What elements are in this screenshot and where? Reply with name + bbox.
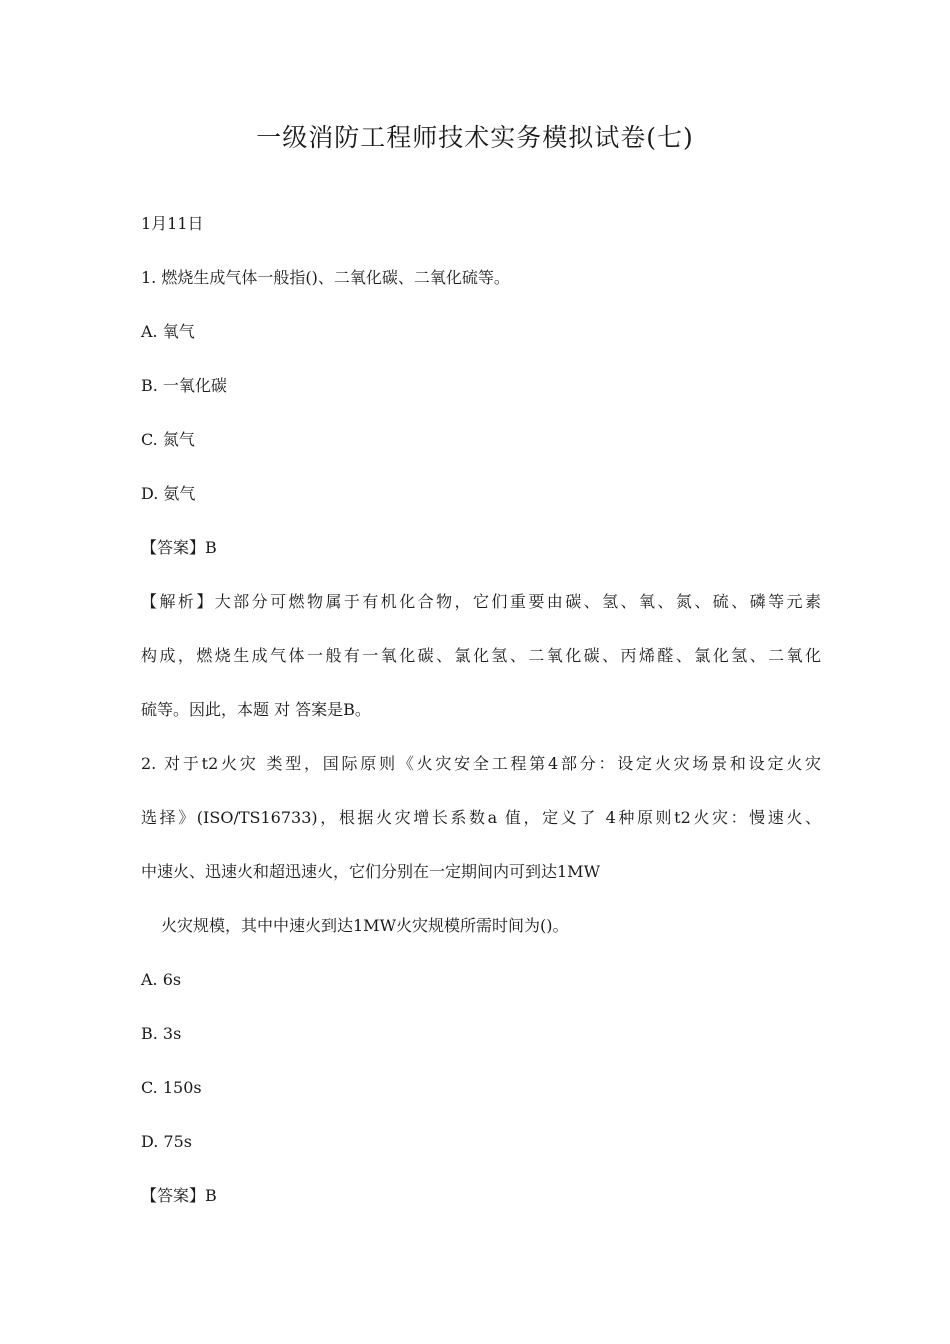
- question-2-text-line-4: 火灾规模，其中中速火到达1MW火灾规模所需时间为()。: [161, 916, 569, 935]
- question-2-text-line-2: 选择》(ISO/TS16733)，根据火灾增长系数a 值，定义了 4种原则t2火灾：慢速火、: [141, 808, 821, 827]
- question-1-option-a: A. 氧气: [141, 322, 195, 341]
- question-2-option-d: D. 75s: [141, 1132, 192, 1151]
- question-1-option-c: C. 氮气: [141, 430, 195, 449]
- question-1-text: 1. 燃烧生成气体一般指()、二氧化碳、二氧化硫等。: [141, 268, 510, 287]
- question-2-text-line-1: 2. 对于t2火灾 类型，国际原则《火灾安全工程第4部分：设定火灾场景和设定火灾: [141, 754, 821, 773]
- question-2-option-a: A. 6s: [141, 970, 182, 989]
- question-1-option-d: D. 氨气: [141, 484, 196, 503]
- page-title: 一级消防工程师技术实务模拟试卷(七): [256, 123, 694, 152]
- question-1-analysis-line-3: 硫等。因此，本题 对 答案是B。: [141, 700, 371, 719]
- question-1-analysis-line-2: 构成，燃烧生成气体一般有一氧化碳、氯化氢、二氧化碳、丙烯醛、氯化氢、二氧化: [141, 646, 821, 665]
- document-body: [141, 210, 821, 1236]
- question-1-option-b: B. 一氧化碳: [141, 376, 227, 395]
- question-2-option-c: C. 150s: [141, 1078, 202, 1097]
- question-2-option-b: B. 3s: [141, 1024, 182, 1043]
- question-2-text-line-3: 中速火、迅速火和超迅速火，它们分别在一定期间内可到达1MW: [141, 862, 601, 881]
- date-line: 1月11日: [141, 214, 204, 233]
- question-1-answer: 【答案】B: [141, 538, 217, 557]
- question-2-answer: 【答案】B: [141, 1186, 217, 1205]
- question-1-analysis-line-1: 【解析】大部分可燃物属于有机化合物，它们重要由碳、氢、氧、氮、硫、磷等元素: [141, 592, 821, 611]
